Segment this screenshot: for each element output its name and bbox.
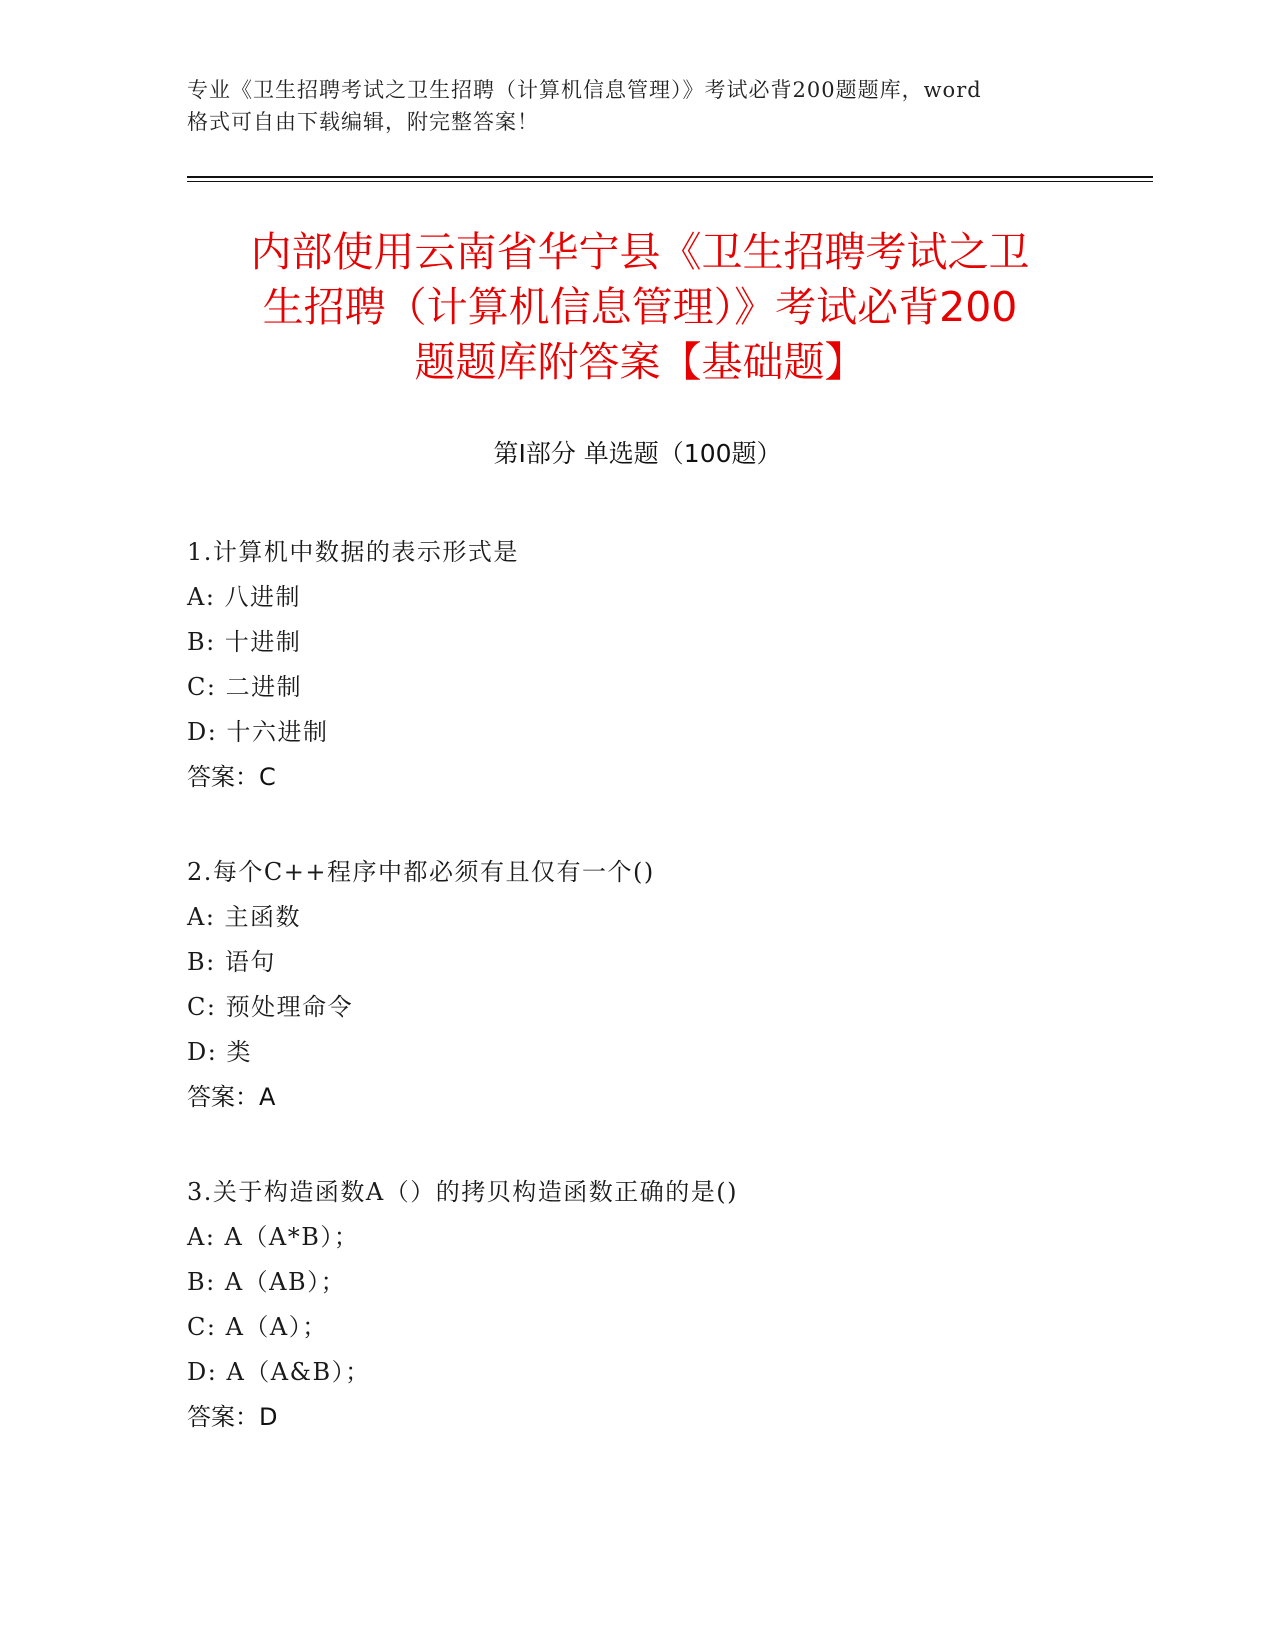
question-list <box>187 530 1147 1490</box>
option-d: D: A（A&B）； <box>187 1358 371 1386</box>
header-divider-thin <box>187 181 1153 182</box>
question-2 <box>187 850 1147 1120</box>
option-b: B: 语句 <box>187 948 276 976</box>
answer-line: 答案：D <box>187 1403 278 1431</box>
question-3 <box>187 1170 1147 1440</box>
answer-line: 答案：C <box>187 763 276 791</box>
option-d: D: 十六进制 <box>187 718 329 746</box>
question-1 <box>187 530 1147 800</box>
document-title-line-3: 题题库附答案【基础题】 <box>414 338 866 386</box>
option-b: B: 十进制 <box>187 628 302 656</box>
option-c: C: A（A）； <box>187 1313 328 1341</box>
option-a: A: 主函数 <box>187 903 302 931</box>
option-a: A: 八进制 <box>187 583 302 611</box>
header-note-line-2: 格式可自由下载编辑，附完整答案！ <box>187 110 539 134</box>
option-a: A: A（A*B）； <box>187 1223 360 1251</box>
section-heading: 第Ⅰ部分 单选题（100题） <box>493 439 782 468</box>
document-title <box>160 225 1120 390</box>
question-stem: 1.计算机中数据的表示形式是 <box>187 538 519 566</box>
option-b: B: A（AB）； <box>187 1268 347 1296</box>
document-title-line-1: 内部使用云南省华宁县《卫生招聘考试之卫 <box>250 228 1030 276</box>
header-note-line-1: 专业《卫生招聘考试之卫生招聘（计算机信息管理）》考试必背200题题库，word <box>187 78 982 102</box>
question-stem: 3.关于构造函数A（）的拷贝构造函数正确的是() <box>187 1178 738 1206</box>
header-note <box>187 74 1087 138</box>
option-d: D: 类 <box>187 1038 252 1066</box>
document-title-line-2: 生招聘（计算机信息管理）》考试必背200 <box>262 283 1018 331</box>
header-divider-thick <box>187 176 1153 178</box>
option-c: C: 二进制 <box>187 673 303 701</box>
answer-line: 答案：A <box>187 1083 276 1111</box>
option-c: C: 预处理命令 <box>187 993 354 1021</box>
question-stem: 2.每个C++程序中都必须有且仅有一个() <box>187 858 655 886</box>
